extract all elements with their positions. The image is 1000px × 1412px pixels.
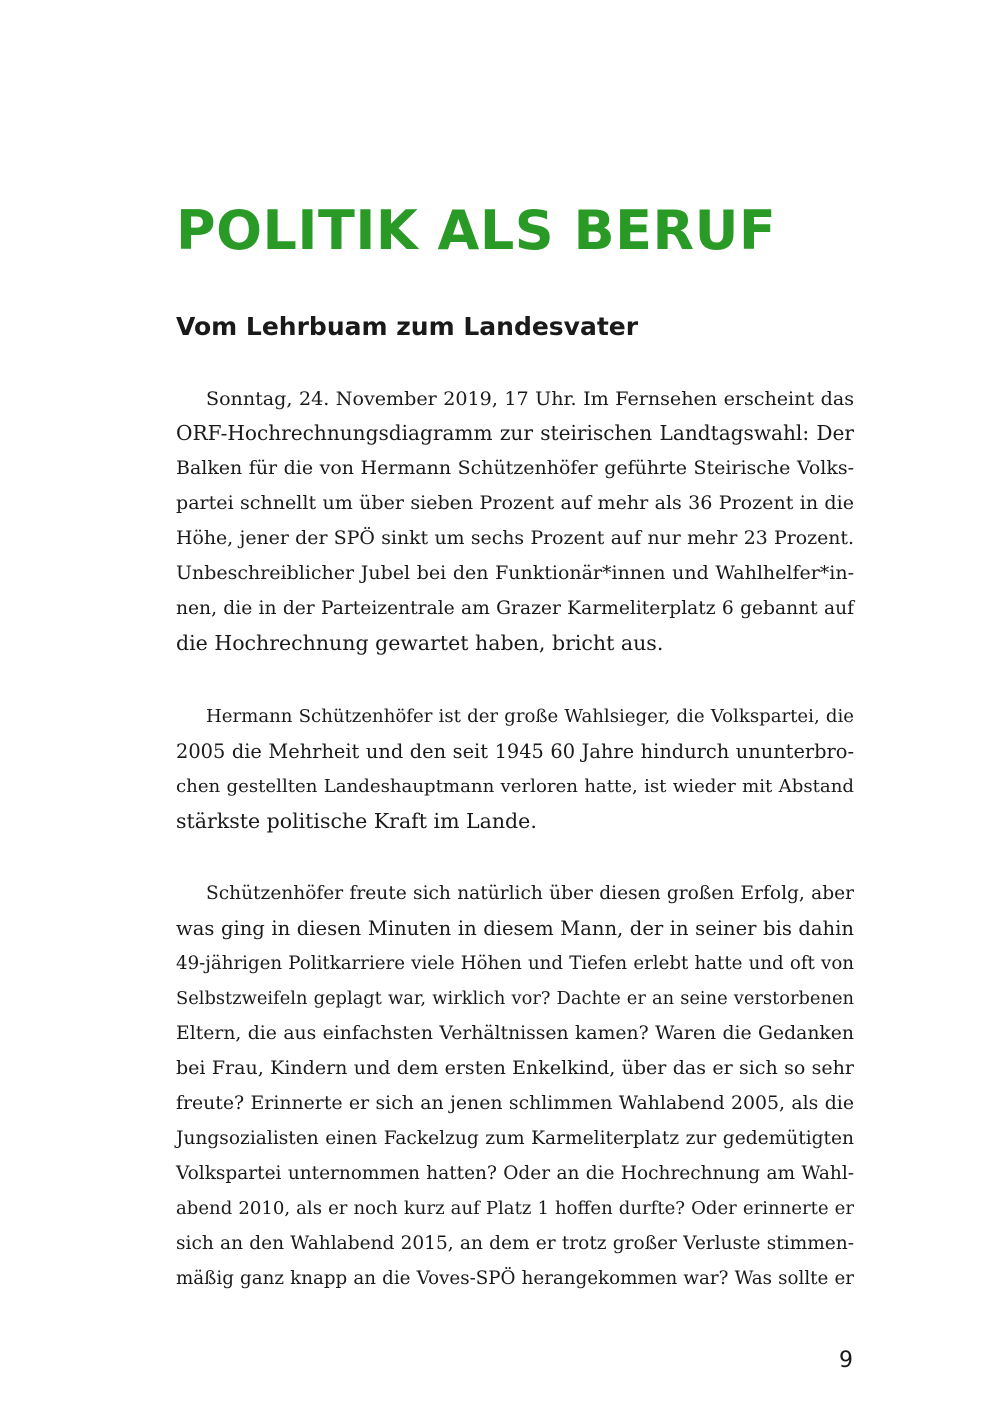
text-line: mäßig ganz knapp an die Voves-SPÖ herangekommen war? Was sollte er bbox=[176, 1268, 854, 1289]
text-line: Balken für die von Hermann Schützenhöfer geführte Steirische Volks- bbox=[176, 457, 854, 479]
text-line: abend 2010, als er noch kurz auf Platz 1 hoffen durfte? Oder erinnerte er bbox=[176, 1198, 854, 1219]
text-line: chen gestellten Landeshauptmann verloren hatte, ist wieder mit Abstand bbox=[176, 776, 854, 797]
text-line: freute? Erinnerte er sich an jenen schlimmen Wahlabend 2005, als die bbox=[176, 1092, 854, 1114]
text-line: die Hochrechnung gewartet haben, bricht aus. bbox=[176, 631, 664, 655]
paragraph-1 bbox=[176, 381, 854, 661]
paragraph-3 bbox=[176, 876, 854, 1296]
text-line: Volkspartei unternommen hatten? Oder an die Hochrechnung am Wahl- bbox=[176, 1163, 854, 1184]
paragraph-2 bbox=[176, 699, 854, 839]
text-line: 2005 die Mehrheit und den seit 1945 60 Jahre hindurch ununterbro- bbox=[176, 740, 854, 763]
text-line: nen, die in der Parteizentrale am Grazer Karmeliterplatz 6 gebannt auf bbox=[176, 598, 854, 619]
text-line: was ging in diesen Minuten in diesem Mann, der in seiner bis dahin bbox=[176, 917, 854, 940]
text-line: Hermann Schützenhöfer ist der große Wahlsieger, die Volkspartei, die bbox=[206, 706, 854, 727]
chapter-title: POLITIK ALS BERUF bbox=[176, 199, 777, 262]
chapter-subtitle: Vom Lehrbuam zum Landesvater bbox=[176, 312, 639, 341]
text-line: Schützenhöfer freute sich natürlich über diesen großen Erfolg, aber bbox=[206, 883, 854, 904]
text-line: Unbeschreiblicher Jubel bei den Funktionär*innen und Wahlhelfer*in- bbox=[176, 562, 854, 584]
text-line: Selbstzweifeln geplagt war, wirklich vor? Dachte er an seine verstorbenen bbox=[176, 988, 854, 1009]
text-line: bei Frau, Kindern und dem ersten Enkelkind, über das er sich so sehr bbox=[176, 1057, 854, 1079]
text-line: partei schnellt um über sieben Prozent auf mehr als 36 Prozent in die bbox=[176, 492, 854, 514]
text-line: Sonntag, 24. November 2019, 17 Uhr. Im Fernsehen erscheint das bbox=[206, 387, 854, 410]
text-line: 49-jährigen Politkarriere viele Höhen und Tiefen erlebt hatte und oft von bbox=[176, 953, 854, 974]
text-line: ORF-Hochrechnungsdiagramm zur steirischen Landtagswahl: Der bbox=[176, 421, 854, 445]
text-line: Höhe, jener der SPÖ sinkt um sechs Prozent auf nur mehr 23 Prozent. bbox=[176, 527, 854, 549]
text-line: sich an den Wahlabend 2015, an dem er trotz großer Verluste stimmen- bbox=[176, 1233, 854, 1254]
page-number: 9 bbox=[839, 1348, 853, 1373]
text-line: stärkste politische Kraft im Lande. bbox=[176, 809, 537, 833]
text-line: Eltern, die aus einfachsten Verhältnissen kamen? Waren die Gedanken bbox=[176, 1023, 854, 1044]
text-line: Jungsozialisten einen Fackelzug zum Karmeliterplatz zur gedemütigten bbox=[176, 1128, 854, 1149]
